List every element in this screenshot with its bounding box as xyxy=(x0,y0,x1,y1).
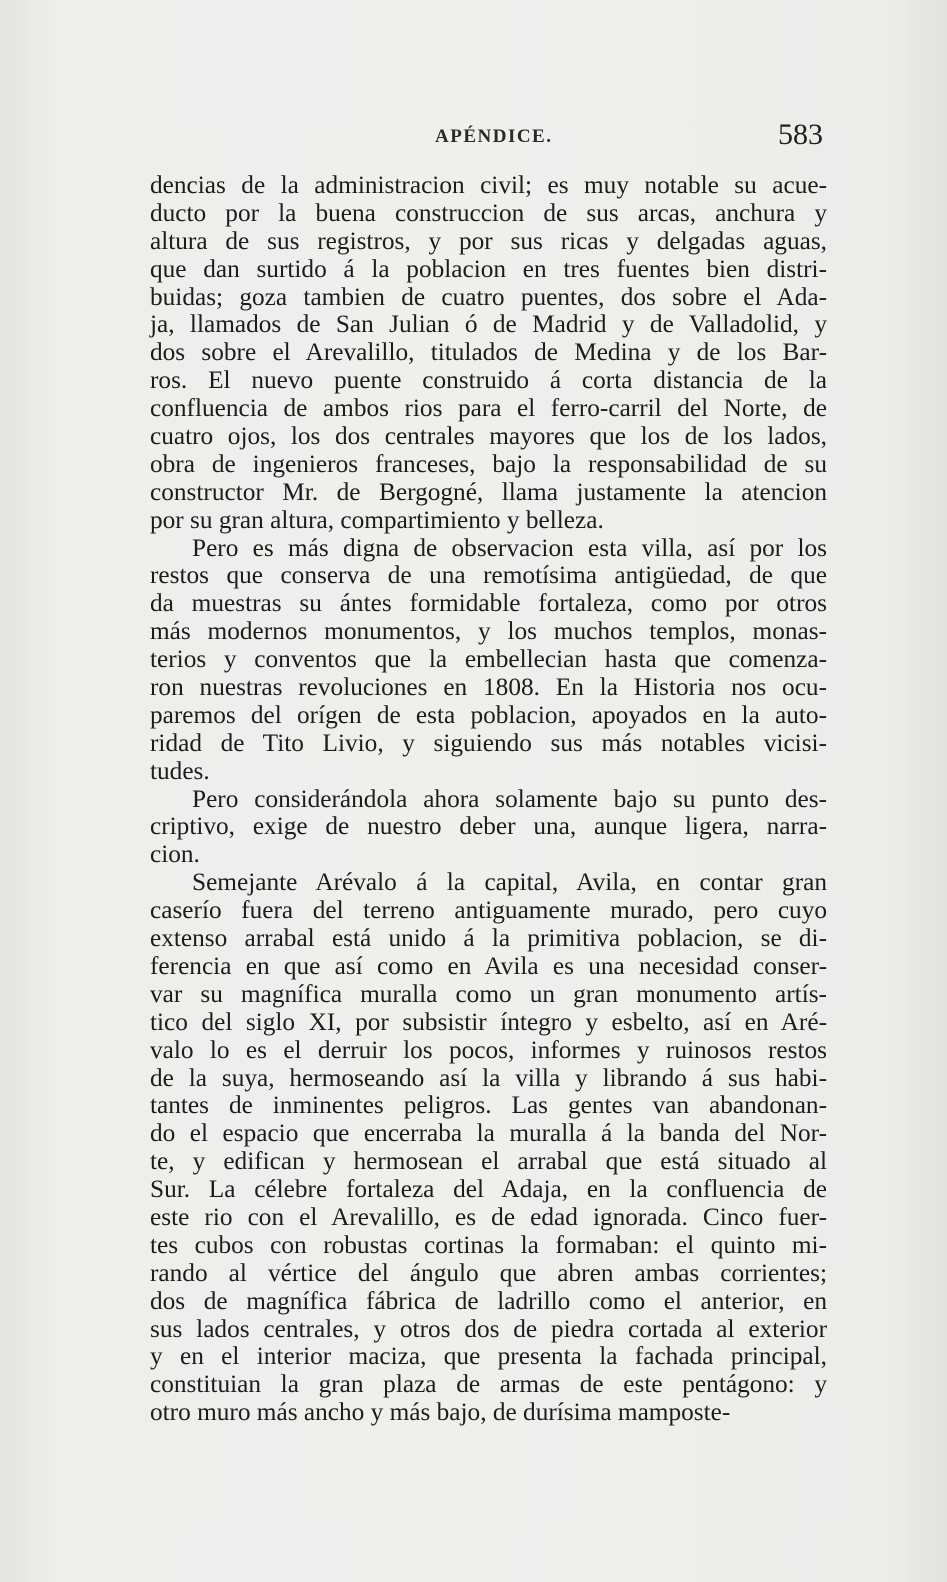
text-line: caserío fuera del terreno antiguamente murado, pero cuyo xyxy=(150,896,827,925)
paragraph xyxy=(150,172,827,535)
text-line: y en el interior maciza, que presenta la fachada principal, xyxy=(150,1342,827,1371)
text-line: altura de sus registros, y por sus ricas y delgadas aguas, xyxy=(150,226,827,255)
text-line: constructor Mr. de Bergogné, llama justamente la atencion xyxy=(150,477,827,506)
text-line: tico del siglo XI, por subsistir íntegro y esbelto, así en Aré- xyxy=(150,1007,827,1036)
text-line: constituian la gran plaza de armas de este pentágono: y xyxy=(150,1370,827,1399)
text-line: valo lo es el derruir los pocos, informes y ruinosos restos xyxy=(150,1035,827,1064)
text-line: da muestras su ántes formidable fortaleza, como por otros xyxy=(150,589,827,618)
text-line: dos de magnífica fábrica de ladrillo como el anterior, en xyxy=(150,1286,827,1315)
text-line: más modernos monumentos, y los muchos templos, monas- xyxy=(150,617,827,646)
page-header xyxy=(150,118,827,152)
text-line: que dan surtido á la poblacion en tres fuentes bien distri- xyxy=(150,254,827,283)
text-line: sus lados centrales, y otros dos de piedra cortada al exterior xyxy=(150,1314,827,1343)
text-line: dos sobre el Arevalillo, titulados de Medina y de los Bar- xyxy=(150,338,827,367)
paragraph xyxy=(150,786,827,870)
text-line: de la suya, hermoseando así la villa y librando á sus habi- xyxy=(150,1063,827,1092)
text-line: confluencia de ambos rios para el ferro-carril del Norte, de xyxy=(150,394,827,423)
text-line: restos que conserva de una remotísima antigüedad, de que xyxy=(150,561,827,590)
paragraph xyxy=(150,535,827,786)
text-line: criptivo, exige de nuestro deber una, aunque ligera, narra- xyxy=(150,812,827,841)
text-line: Pero es más digna de observacion esta villa, así por los xyxy=(192,533,827,562)
text-line: ron nuestras revoluciones en 1808. En la Historia nos ocu- xyxy=(150,673,827,702)
text-line: ja, llamados de San Julian ó de Madrid y de Valladolid, y xyxy=(150,310,827,339)
text-line: Pero considerándola ahora solamente bajo su punto des- xyxy=(192,784,827,813)
text-line: por su gran altura, compartimiento y belleza. xyxy=(150,505,604,534)
text-line: ferencia en que así como en Avila es una necesidad conser- xyxy=(150,951,827,980)
text-line: te, y edifican y hermosean el arrabal que está situado al xyxy=(150,1147,827,1176)
text-line: Sur. La célebre fortaleza del Adaja, en la confluencia de xyxy=(150,1175,827,1204)
text-line: tudes. xyxy=(150,756,210,785)
text-line: Semejante Arévalo á la capital, Avila, en contar gran xyxy=(192,868,827,897)
text-line: cion. xyxy=(150,840,200,869)
text-line: ducto por la buena construccion de sus arcas, anchura y xyxy=(150,198,827,227)
text-line: extenso arrabal está unido á la primitiva poblacion, se di- xyxy=(150,924,827,953)
text-line: var su magnífica muralla como un gran monumento artís- xyxy=(150,979,827,1008)
body-text xyxy=(150,172,827,1427)
text-line: cuatro ojos, los dos centrales mayores que los de los lados, xyxy=(150,422,827,451)
text-line: do el espacio que encerraba la muralla á la banda del Nor- xyxy=(150,1119,827,1148)
text-line: tantes de inminentes peligros. Las gentes van abandonan- xyxy=(150,1091,827,1120)
page-number: 583 xyxy=(778,118,823,151)
text-line: rando al vértice del ángulo que abren ambas corrientes; xyxy=(150,1258,827,1287)
text-line: tes cubos con robustas cortinas la formaban: el quinto mi- xyxy=(150,1230,827,1259)
text-line: ros. El nuevo puente construido á corta distancia de la xyxy=(150,366,827,395)
paragraph xyxy=(150,869,827,1427)
text-line: este rio con el Arevalillo, es de edad ignorada. Cinco fuer- xyxy=(150,1202,827,1231)
text-line: dencias de la administracion civil; es muy notable su acue- xyxy=(150,171,827,199)
text-line: terios y conventos que la embellecian hasta que comenza- xyxy=(150,645,827,674)
text-line: paremos del orígen de esta poblacion, apoyados en la auto- xyxy=(150,700,827,729)
text-line: buidas; goza tambien de cuatro puentes, dos sobre el Ada- xyxy=(150,282,827,311)
text-line: ridad de Tito Livio, y siguiendo sus más notables vicisi- xyxy=(150,728,827,757)
text-line: obra de ingenieros franceses, bajo la responsabilidad de su xyxy=(150,449,827,478)
running-title: APÉNDICE. xyxy=(435,126,553,147)
text-line: otro muro más ancho y más bajo, de durísima mamposte- xyxy=(150,1398,731,1427)
